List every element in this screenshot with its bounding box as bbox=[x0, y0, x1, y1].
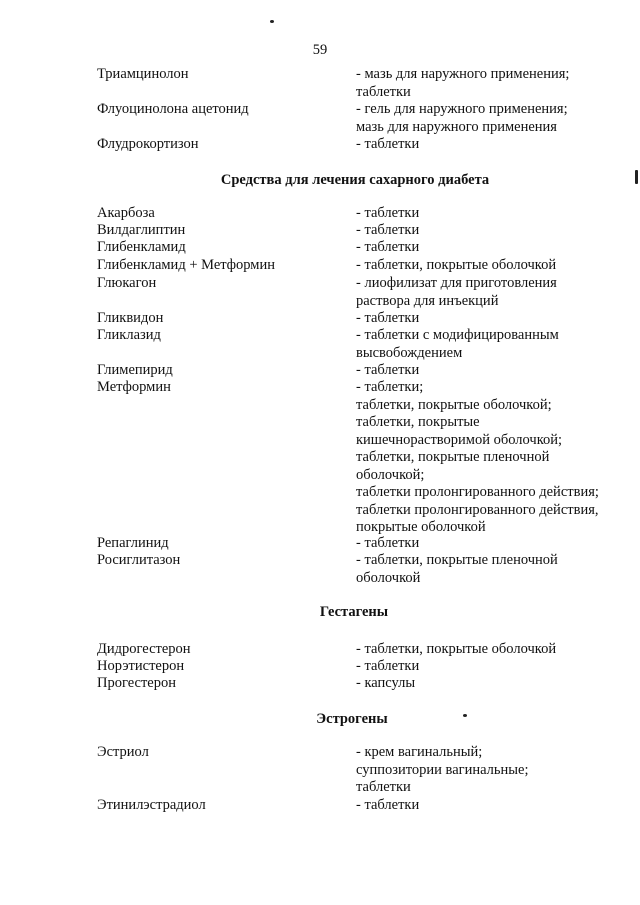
dosage-forms bbox=[356, 136, 419, 154]
dosage-forms bbox=[356, 379, 599, 537]
dosage-form-line: таблетки пролонгированного действия, bbox=[356, 501, 599, 518]
scan-speck bbox=[270, 20, 274, 23]
dosage-forms bbox=[356, 327, 559, 362]
dosage-forms bbox=[356, 310, 419, 328]
dosage-forms bbox=[356, 535, 419, 553]
dosage-form-line: - таблетки, покрытые пленочной bbox=[356, 552, 558, 568]
dosage-form-line: - таблетки bbox=[356, 205, 420, 221]
dosage-form-line: - лиофилизат для приготовления bbox=[356, 275, 557, 291]
page-number: 59 bbox=[312, 42, 328, 58]
dosage-forms bbox=[356, 275, 557, 310]
section-title: Гестагены bbox=[319, 604, 389, 620]
dosage-forms bbox=[356, 641, 556, 659]
dosage-forms bbox=[356, 66, 569, 101]
dosage-form-line: таблетки пролонгированного действия; bbox=[356, 484, 599, 500]
dosage-forms bbox=[356, 552, 558, 587]
dosage-form-line: суппозитории вагинальные; bbox=[356, 761, 529, 778]
dosage-form-line: таблетки bbox=[356, 83, 411, 100]
drug-name: Этинилэстрадиол bbox=[97, 797, 206, 813]
dosage-forms bbox=[356, 101, 568, 136]
dosage-form-line: - таблетки bbox=[356, 222, 420, 238]
drug-name: Метформин bbox=[97, 379, 171, 395]
drug-name: Акарбоза bbox=[97, 205, 155, 221]
dosage-form-line: - мазь для наружного применения; bbox=[356, 66, 570, 82]
dosage-forms bbox=[356, 257, 556, 275]
dosage-form-line: - таблетки, покрытые оболочкой bbox=[356, 641, 557, 657]
dosage-form-line: - таблетки bbox=[356, 310, 420, 326]
dosage-forms bbox=[356, 239, 419, 257]
dosage-form-line: таблетки bbox=[356, 779, 411, 795]
dosage-forms bbox=[356, 658, 419, 676]
drug-name: Гликлазид bbox=[97, 327, 161, 343]
dosage-form-line: - гель для наружного применения; bbox=[356, 101, 568, 117]
dosage-form-line: раствора для инъекций bbox=[356, 292, 499, 309]
dosage-form-line: таблетки, покрытые bbox=[356, 414, 480, 430]
dosage-form-line: таблетки, покрытые оболочкой; bbox=[356, 396, 552, 413]
dosage-forms bbox=[356, 222, 419, 240]
dosage-forms bbox=[356, 797, 419, 815]
dosage-form-line: - капсулы bbox=[356, 675, 416, 691]
dosage-forms bbox=[356, 205, 419, 223]
scan-speck bbox=[635, 170, 638, 184]
drug-name: Глюкагон bbox=[97, 275, 157, 291]
dosage-form-line: высвобождением bbox=[356, 344, 463, 361]
section-title: Средства для лечения сахарного диабета bbox=[220, 172, 490, 188]
drug-name: Росиглитазон bbox=[97, 552, 181, 568]
drug-name: Репаглинид bbox=[97, 535, 169, 551]
drug-name: Норэтистерон bbox=[97, 658, 185, 674]
dosage-form-line: - таблетки bbox=[356, 797, 420, 813]
dosage-form-line: покрытые оболочкой bbox=[356, 519, 486, 535]
drug-name: Флудрокортизон bbox=[97, 136, 199, 152]
dosage-forms bbox=[356, 362, 419, 380]
dosage-form-line: кишечнорастворимой оболочкой; bbox=[356, 431, 563, 448]
drug-name: Эстриол bbox=[97, 744, 149, 760]
drug-name: Прогестерон bbox=[97, 675, 176, 691]
drug-name: Дидрогестерон bbox=[97, 641, 191, 657]
drug-name: Глибенкламид bbox=[97, 239, 186, 255]
dosage-form-line: - таблетки, покрытые оболочкой bbox=[356, 257, 557, 273]
dosage-form-line: - таблетки bbox=[356, 239, 420, 255]
dosage-form-line: оболочкой; bbox=[356, 466, 425, 483]
dosage-form-line: таблетки, покрытые пленочной bbox=[356, 449, 550, 465]
dosage-forms bbox=[356, 744, 528, 797]
dosage-form-line: - таблетки bbox=[356, 535, 420, 551]
dosage-form-line: - таблетки bbox=[356, 658, 420, 674]
drug-name: Гликвидон bbox=[97, 310, 164, 326]
dosage-forms bbox=[356, 675, 415, 693]
dosage-form-line: - таблетки bbox=[356, 362, 420, 378]
drug-name: Триамцинолон bbox=[97, 66, 189, 82]
dosage-form-line: оболочкой bbox=[356, 569, 421, 586]
drug-name: Вилдаглиптин bbox=[97, 222, 186, 238]
section-title: Эстрогены bbox=[316, 711, 388, 727]
dosage-form-line: - таблетки с модифицированным bbox=[356, 327, 559, 343]
drug-name: Глимепирид bbox=[97, 362, 173, 378]
scan-speck bbox=[463, 714, 467, 717]
dosage-form-line: - таблетки; bbox=[356, 379, 424, 395]
dosage-form-line: мазь для наружного применения bbox=[356, 118, 557, 135]
dosage-form-line: - таблетки bbox=[356, 136, 420, 152]
drug-name: Глибенкламид + Метформин bbox=[97, 257, 275, 273]
dosage-form-line: - крем вагинальный; bbox=[356, 744, 483, 760]
drug-name: Флуоцинолона ацетонид bbox=[97, 101, 249, 117]
